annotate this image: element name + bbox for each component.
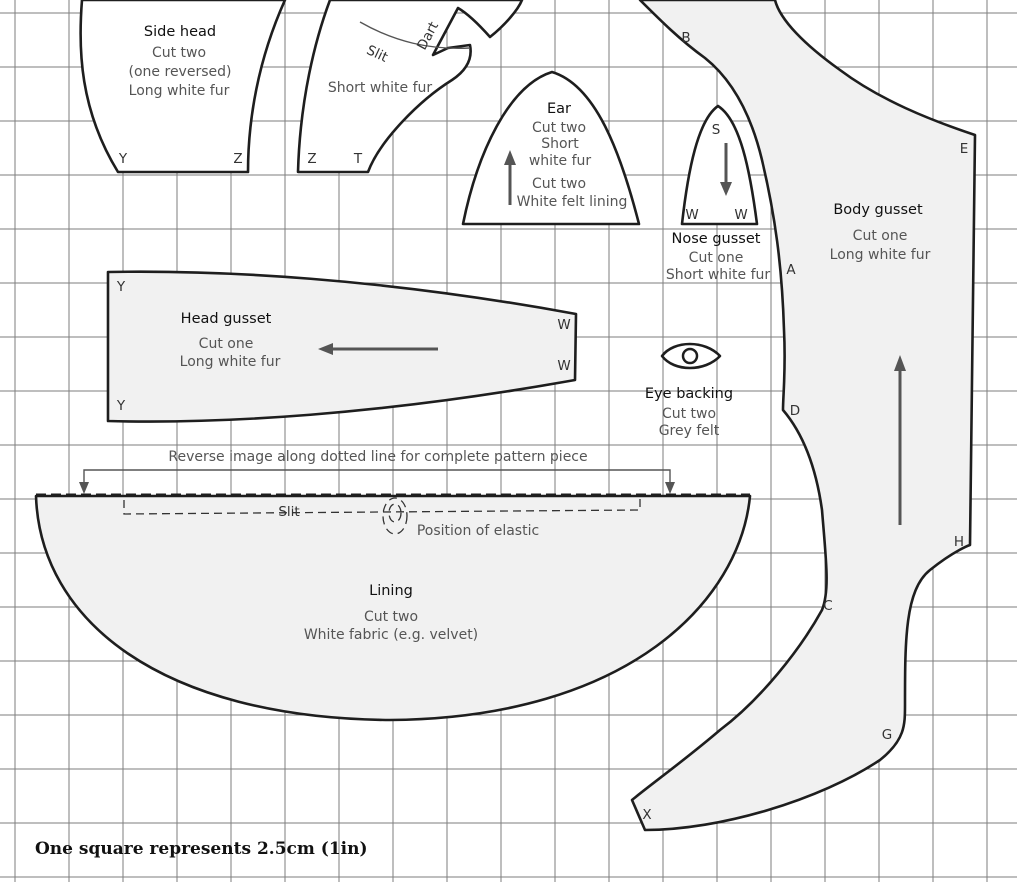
eye-backing-title: Eye backing: [644, 386, 734, 402]
head-gusset-label-w1: W: [557, 317, 571, 333]
main-body-label-c: C: [823, 598, 833, 614]
side-body-label-dart: Dart: [414, 19, 442, 53]
side-head-title: Side head: [143, 24, 217, 40]
lining-title: Lining: [369, 583, 413, 599]
nose-gusset-line-2: Short white fur: [665, 267, 771, 283]
head-gusset-line-1: Cut one: [198, 336, 254, 352]
head-gusset-label-y1: Y: [116, 279, 126, 295]
nose-gusset-label-s: S: [711, 122, 721, 138]
head-gusset-label-w2: W: [557, 358, 571, 374]
body-gusset-label-h: H: [953, 534, 965, 550]
body-gusset-label-g: G: [881, 727, 893, 743]
scale-note: One square represents 2.5cm (1in): [35, 839, 368, 859]
body-gusset-label-e: E: [959, 141, 969, 157]
head-gusset-label-y2: Y: [116, 398, 126, 414]
reverse-bracket-left-head: [79, 482, 89, 494]
side-body-line-1: Short white fur: [327, 80, 433, 96]
reverse-bracket: [84, 470, 670, 488]
body-gusset-line-2: Long white fur: [829, 247, 931, 263]
side-body-label-t: T: [353, 151, 363, 167]
eye-backing-line-1: Cut two: [661, 406, 717, 422]
body-gusset-line-1: Cut one: [852, 228, 908, 244]
side-head-label-y: Y: [118, 151, 128, 167]
side-head-line-3: Long white fur: [128, 83, 230, 99]
reverse-bracket-right-head: [665, 482, 675, 494]
lining-line-2: White fabric (e.g. velvet): [303, 627, 479, 643]
nose-gusset-label-w2: W: [734, 207, 748, 223]
body-gusset-title: Body gusset: [833, 202, 923, 218]
main-body-label-a: A: [786, 262, 796, 278]
head-gusset-line-2: Long white fur: [179, 354, 281, 370]
head-gusset-title: Head gusset: [180, 311, 272, 327]
side-head-line-2: (one reversed): [128, 64, 232, 80]
eye-backing-piece: [662, 344, 720, 368]
main-body-label-x: X: [642, 807, 652, 823]
nose-gusset-title: Nose gusset: [671, 231, 761, 247]
lining-piece: [36, 496, 750, 720]
ear-line-5: White felt lining: [516, 194, 628, 210]
nose-gusset-line-1: Cut one: [688, 250, 744, 266]
lining-line-1: Cut two: [363, 609, 419, 625]
ear-title: Ear: [546, 101, 572, 117]
nose-gusset-label-w1: W: [685, 207, 699, 223]
side-head-line-1: Cut two: [151, 45, 207, 61]
ear-line-4: Cut two: [531, 176, 587, 192]
lining-slit-label: Slit: [278, 504, 300, 520]
main-body-label-d: D: [789, 403, 801, 419]
ear-line-1: Cut two: [531, 120, 587, 136]
reverse-note: Reverse image along dotted line for complete pattern piece: [168, 449, 588, 465]
main-body-label-b: B: [681, 30, 691, 46]
lining-elastic-label: Position of elastic: [416, 523, 540, 539]
ear-line-2: Short: [541, 136, 579, 152]
eye-backing-line-2: Grey felt: [658, 423, 720, 439]
side-head-label-z: Z: [233, 151, 243, 167]
head-gusset-piece: [108, 272, 576, 422]
side-body-label-slit: Slit: [363, 42, 391, 66]
ear-line-3: white fur: [528, 153, 592, 169]
side-body-label-z: Z: [307, 151, 317, 167]
